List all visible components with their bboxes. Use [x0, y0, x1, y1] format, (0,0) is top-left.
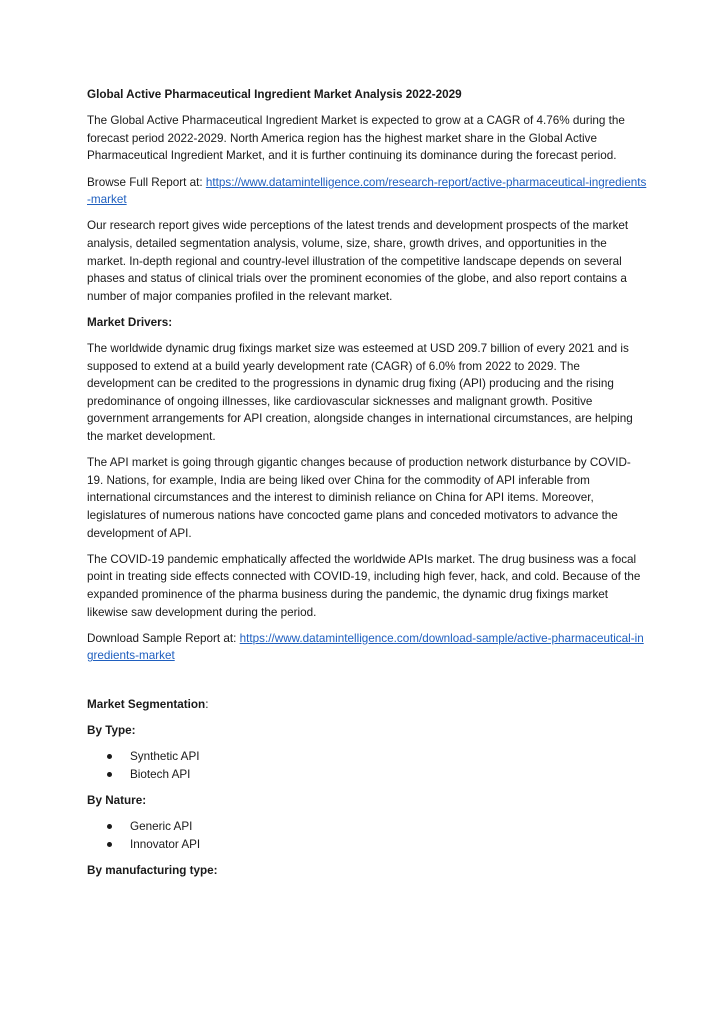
by-nature-list: [87, 818, 647, 853]
browse-report-link[interactable]: https://www.datamintelligence.com/research-report/active-pharmaceutical-ingredients-market: [87, 175, 647, 207]
download-sample-link[interactable]: https://www.datamintelligence.com/download-sample/active-pharmaceutical-ingredients-market: [87, 631, 644, 663]
list-item: Biotech API: [87, 766, 647, 784]
document-page: [87, 86, 647, 888]
browse-report-line: [87, 174, 647, 209]
browse-report-label: Browse Full Report at:: [87, 175, 206, 189]
list-item: Generic API: [87, 818, 647, 836]
by-nature-heading: By Nature:: [87, 793, 147, 807]
drivers-paragraph-1: The worldwide dynamic drug fixings market size was esteemed at USD 209.7 billion of every 2021 and is supposed to extend at a build yearly development rate (CAGR) of 6.0% from 2022 to 2029. The development can be credited to the progressions in dynamic drug fixing (API) producing and the rising predominance of ongoing illnesses, like cardiovascular sicknesses and malignant growth. Positive government arrangements for API creation, alongside changes in international circumstances, are helping the market development.: [87, 342, 633, 444]
list-item: Synthetic API: [87, 748, 647, 766]
market-segmentation-heading-line: [87, 696, 647, 714]
market-segmentation-heading: Market Segmentation: [87, 697, 206, 711]
intro-paragraph: The Global Active Pharmaceutical Ingredient Market is expected to grow at a CAGR of 4.76% during the forecast period 2022-2029. North America region has the highest market share in the Global Active Pharmaceutical Ingredient Market, and it is further continuing its dominance during the forecast period.: [87, 114, 625, 163]
by-manufacturing-type-heading: By manufacturing type:: [87, 863, 218, 877]
list-item: Innovator API: [87, 836, 647, 854]
market-segmentation-colon: :: [205, 697, 209, 711]
drivers-paragraph-2: The API market is going through gigantic changes because of production network disturbance by COVID-19. Nations, for example, India are being liked over China for the commodity of API inferable from international circumstances and the interest to diminish reliance on China for API items. Moreover, legislatures of numerous nations have concocted game plans and conceded motivators to advance the development of API.: [87, 456, 631, 540]
drivers-paragraph-3: The COVID-19 pandemic emphatically affected the worldwide APIs market. The drug business was a focal point in treating side effects connected with COVID-19, including high fever, hack, and cold. Because of the expanded prominence of the pharma business during the pandemic, the dynamic drug fixings market likewise saw development during the period.: [87, 552, 641, 619]
download-sample-line: [87, 630, 647, 665]
download-sample-label: Download Sample Report at:: [87, 631, 240, 645]
by-type-heading: By Type:: [87, 723, 136, 737]
by-type-list: [87, 748, 647, 783]
research-paragraph: Our research report gives wide perceptions of the latest trends and development prospects of the market analysis, detailed segmentation analysis, volume, size, share, growth drives, and opportunities in the market. In-depth regional and country-level illustration of the competitive landscape depends on several phases and status of clinical trials over the prominent economies of the globe, and also report contains a number of major companies profiled in the relevant market.: [87, 219, 629, 303]
section-spacer: [87, 674, 647, 696]
market-drivers-heading: Market Drivers:: [87, 315, 173, 329]
document-title: Global Active Pharmaceutical Ingredient Market Analysis 2022-2029: [87, 88, 462, 101]
